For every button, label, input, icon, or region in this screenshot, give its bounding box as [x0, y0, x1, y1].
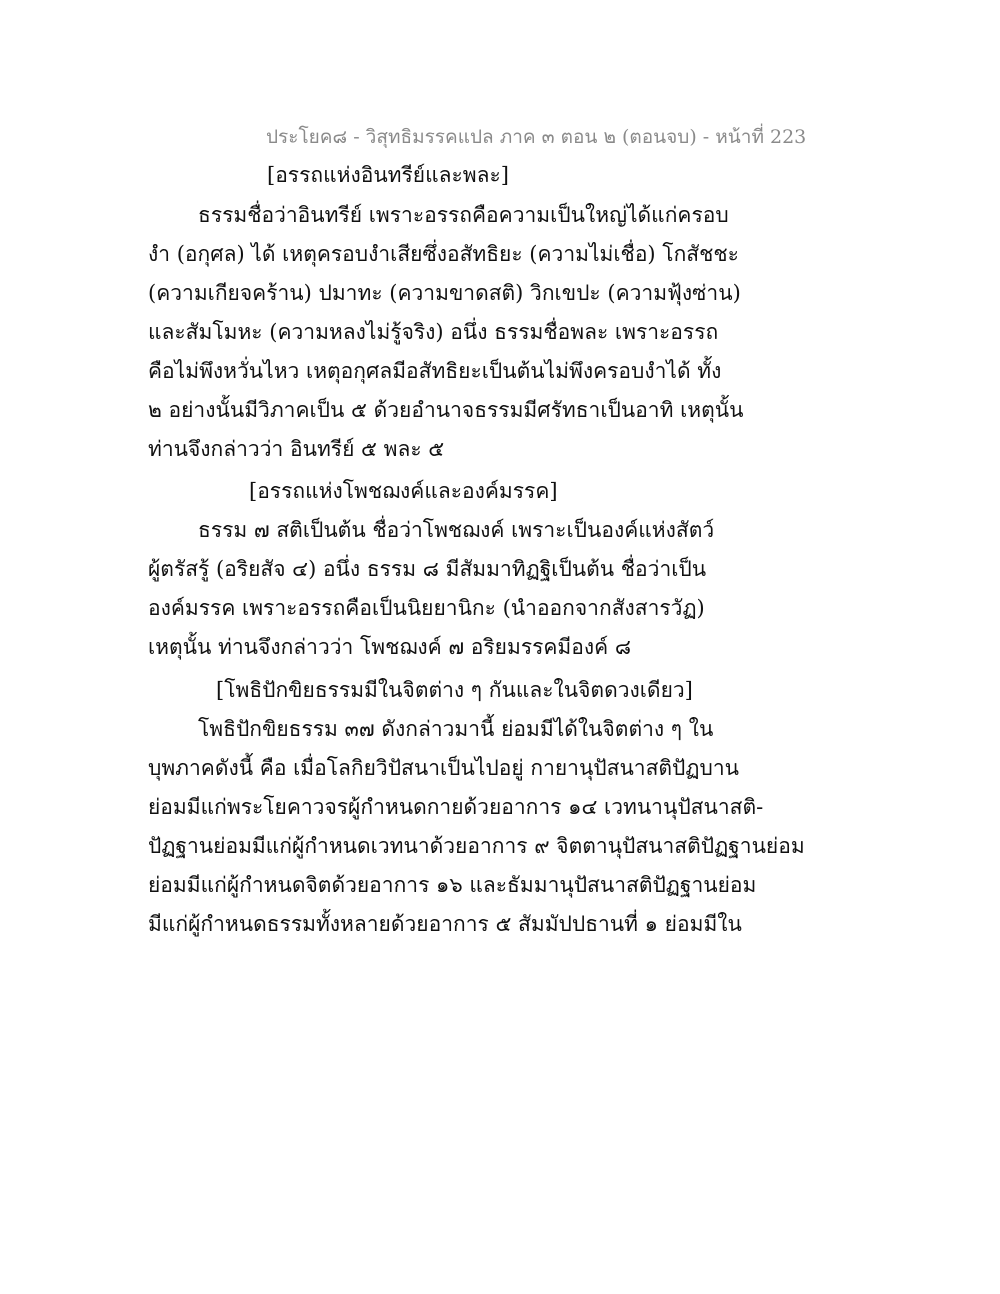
paragraph-line: ธรรมชื่อว่าอินทรีย์ เพราะอรรถคือความเป็นใหญ่ได้แก่ครอบ — [198, 203, 729, 227]
paragraph-line: คือไม่พึงหวั่นไหว เหตุอกุศลมีอสัทธิยะเป็นต้นไม่พึงครอบงำได้ ทั้ง — [148, 359, 722, 383]
paragraph-line: โพธิปักขิยธรรม ๓๗ ดังกล่าวมานี้ ย่อมมีได้ในจิตต่าง ๆ ใน — [198, 717, 714, 741]
page-header: ประโยค๘ - วิสุทธิมรรคแปล ภาค ๓ ตอน ๒ (ตอนจบ) - หน้าที่ 223 — [266, 126, 807, 148]
paragraph-line: ธรรม ๗ สติเป็นต้น ชื่อว่าโพชฌงค์ เพราะเป็นองค์แห่งสัตว์ — [198, 518, 715, 542]
paragraph-line: และสัมโมหะ (ความหลงไม่รู้จริง) อนึ่ง ธรรมชื่อพละ เพราะอรรถ — [148, 320, 719, 344]
paragraph-line: (ความเกียจคร้าน) ปมาทะ (ความขาดสติ) วิกเขปะ (ความฟุ้งซ่าน) — [148, 281, 741, 305]
section-heading: [โพธิปักขิยธรรมมีในจิตต่าง ๆ กันและในจิตดวงเดียว] — [216, 678, 693, 702]
paragraph-line: บุพภาคดังนี้ คือ เมื่อโลกิยวิปัสนาเป็นไปอยู่ กายานุปัสนาสติปัฏบาน — [148, 756, 739, 780]
paragraph-line: มีแก่ผู้กำหนดธรรมทั้งหลายด้วยอาการ ๕ สัมมัปปธานที่ ๑ ย่อมมีใน — [148, 912, 742, 936]
paragraph-line: ผู้ตรัสรู้ (อริยสัจ ๔) อนึ่ง ธรรม ๘ มีสัมมาทิฏฐิเป็นต้น ชื่อว่าเป็น — [148, 557, 707, 581]
paragraph-line: งำ (อกุศล) ได้ เหตุครอบงำเสียซึ่งอสัทธิยะ (ความไม่เชื่อ) โกสัชชะ — [148, 242, 739, 266]
section-heading: [อรรถแห่งอินทรีย์และพละ] — [267, 163, 509, 187]
paragraph-line: ๒ อย่างนั้นมีวิภาคเป็น ๕ ด้วยอำนาจธรรมมีศรัทธาเป็นอาทิ เหตุนั้น — [148, 398, 744, 422]
section-heading: [อรรถแห่งโพชฌงค์และองค์มรรค] — [249, 479, 558, 503]
paragraph-line: ย่อมมีแก่ผู้กำหนดจิตด้วยอาการ ๑๖ และธัมมานุปัสนาสติปัฏฐานย่อม — [148, 873, 757, 897]
paragraph-line: ปัฏฐานย่อมมีแก่ผู้กำหนดเวทนาด้วยอาการ ๙ จิตตานุปัสนาสติปัฏฐานย่อม — [148, 834, 805, 858]
paragraph-line: เหตุนั้น ท่านจึงกล่าวว่า โพชฌงค์ ๗ อริยมรรคมีองค์ ๘ — [148, 635, 632, 659]
paragraph-line: ท่านจึงกล่าวว่า อินทรีย์ ๕ พละ ๕ — [148, 437, 445, 461]
paragraph-line: ย่อมมีแก่พระโยคาวจรผู้กำหนดกายด้วยอาการ ๑๔ เวทนานุปัสนาสติ- — [148, 795, 764, 819]
paragraph-line: องค์มรรค เพราะอรรถคือเป็นนิยยานิกะ (นำออกจากสังสารวัฏ) — [148, 596, 705, 620]
